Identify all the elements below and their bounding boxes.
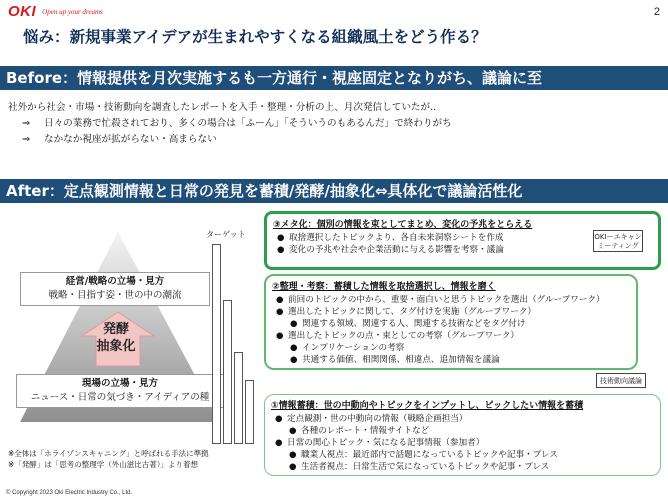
list-item-text: 選出したトピックに関して、タグ付けを実施（グループワーク）: [288, 307, 537, 317]
strategy-perspective-box: [20, 272, 210, 306]
list-item: [265, 425, 660, 437]
input-panel-title: ①情報蓄積：世の中動向やトピックをインプットし、ピックしたい情報を蓄積: [271, 401, 584, 411]
bullet-icon: ●: [276, 331, 284, 341]
bullet-icon: ●: [275, 414, 283, 424]
bullet-icon: ●: [290, 355, 298, 365]
organize-panel-title: ②整理・考察：蓄積した情報を取捨選択し、情報を磨く: [272, 282, 496, 292]
list-item-text: 日常の関心トピック・気になる記事情報（参加者）: [287, 438, 485, 448]
target-label: ターゲット: [206, 230, 246, 239]
logo-text: OKI: [8, 2, 37, 20]
list-item: [266, 306, 636, 318]
footnotes: [8, 448, 209, 470]
list-item: [265, 437, 660, 449]
bullet-icon: ●: [290, 319, 298, 329]
bullet-icon: ●: [277, 233, 285, 243]
meta-panel-title: ③メタ化：個別の情報を束としてまとめ、変化の予兆をとらえる: [273, 220, 533, 230]
bullet-icon: ●: [290, 343, 298, 353]
input-list: [265, 413, 660, 473]
implies-arrow-icon: ⇒: [22, 118, 31, 129]
strategy-sub: 戦略・目指す姿・世の中の潮流: [48, 290, 182, 301]
list-item: [266, 354, 636, 366]
copyright: © Copyright 2023 Oki Electric Industry Co., Ltd.: [6, 490, 133, 496]
footnote-1: ※全体は「ホライゾンスキャニング」と呼ばれる手法に準拠: [8, 449, 209, 458]
bullet-icon: ●: [276, 307, 284, 317]
field-title: 現場の立場・見方: [81, 378, 158, 389]
list-item-text: 選出したトピックの点・束としての考察（グループワーク）: [288, 331, 520, 341]
list-item: ● 取捨選択したトピックより、各自未来洞察シートを作成: [277, 233, 504, 243]
list-item-text: 生活者視点：日常生活で気になっているトピックや記事・プレス: [301, 462, 550, 472]
organize-list: [266, 294, 636, 366]
oki-logo: [8, 4, 103, 18]
list-item: [266, 330, 636, 342]
strategy-title: 経営/戦略の立場・見方: [65, 276, 165, 287]
organize-panel: [264, 274, 638, 370]
list-item-text: 関連する領域、関連する人、関連する技術などをタグ付け: [302, 319, 526, 329]
list-item-text: 職業人視点：最近部内で話題になっているトピックや記事・プレス: [301, 450, 558, 460]
before-line-1: 社外から社会・市場・技術動向を調査したレポートを入手・整理・分析の上、月次発信していたが..: [8, 102, 437, 113]
target-bar: [212, 244, 221, 444]
list-item-text: 定点観測・世の中動向の情報（戦略企画担当）: [287, 414, 468, 424]
list-item: [266, 318, 636, 330]
okiscan-meeting-tag: OKIーエキャン ミーティング: [593, 230, 643, 252]
after-banner: After：定点観測情報と日常の発見を蓄積/発酵/抽象化⇔具体化で議論活性化: [0, 179, 668, 203]
list-item: [266, 342, 636, 354]
page-number: 2: [653, 6, 660, 18]
target-bar: [234, 352, 243, 444]
before-banner: Before：情報提供を月次実施するも一方通行・視座固定となりがち、議論に至: [0, 66, 668, 90]
bullet-icon: ●: [289, 450, 297, 460]
field-sub: ニュース・日常の気づき・アイディアの種: [30, 392, 210, 403]
list-item-text: 各種のレポート・情報サイトなど: [301, 426, 430, 436]
bullet-icon: ●: [289, 426, 297, 436]
fermentation-label: 発酵 抽象化: [96, 322, 136, 354]
logo-tagline: Open up your dreams: [42, 8, 103, 16]
list-item-text: 前回のトピックの中から、重要・面白いと思うトピックを選出（グループワーク）: [288, 295, 605, 305]
implies-arrow-icon: ⇒: [22, 134, 31, 145]
list-item: ● 変化の予兆や社会や企業活動に与える影響を考察・議論: [277, 245, 504, 255]
page-title: 悩み：新規事業アイデアが生まれやすくなる組織風土をどう作る？: [23, 28, 487, 46]
bullet-icon: ●: [276, 295, 284, 305]
bullet-icon: ●: [275, 438, 283, 448]
list-item: [265, 413, 660, 425]
before-body: [8, 100, 452, 148]
tech-trend-tag: 技術動向議論: [596, 373, 646, 388]
input-panel: [264, 394, 661, 476]
target-bar: [245, 380, 254, 444]
list-item: [266, 294, 636, 306]
footnote-2: ※「発酵」は「思考の整理学（外山滋比古著）」より着想: [8, 460, 199, 469]
list-item: [265, 449, 660, 461]
bullet-icon: ●: [289, 462, 297, 472]
before-line-3: ⇒ なかなか視座が拡がらない・高まらない: [8, 132, 452, 148]
list-item-text: インプリケーションの考察: [302, 343, 405, 353]
target-bar: [223, 300, 232, 444]
field-perspective-box: [16, 374, 224, 408]
list-item: [265, 461, 660, 473]
bullet-icon: ●: [277, 245, 285, 255]
before-line-2: ⇒ 日々の業務で忙殺されており、多くの場合は「ふーん」「そういうのもあるんだ」で終わりがち: [8, 116, 452, 132]
list-item-text: 共通する価値、相関関係、相違点、追加情報を議論: [302, 355, 500, 365]
